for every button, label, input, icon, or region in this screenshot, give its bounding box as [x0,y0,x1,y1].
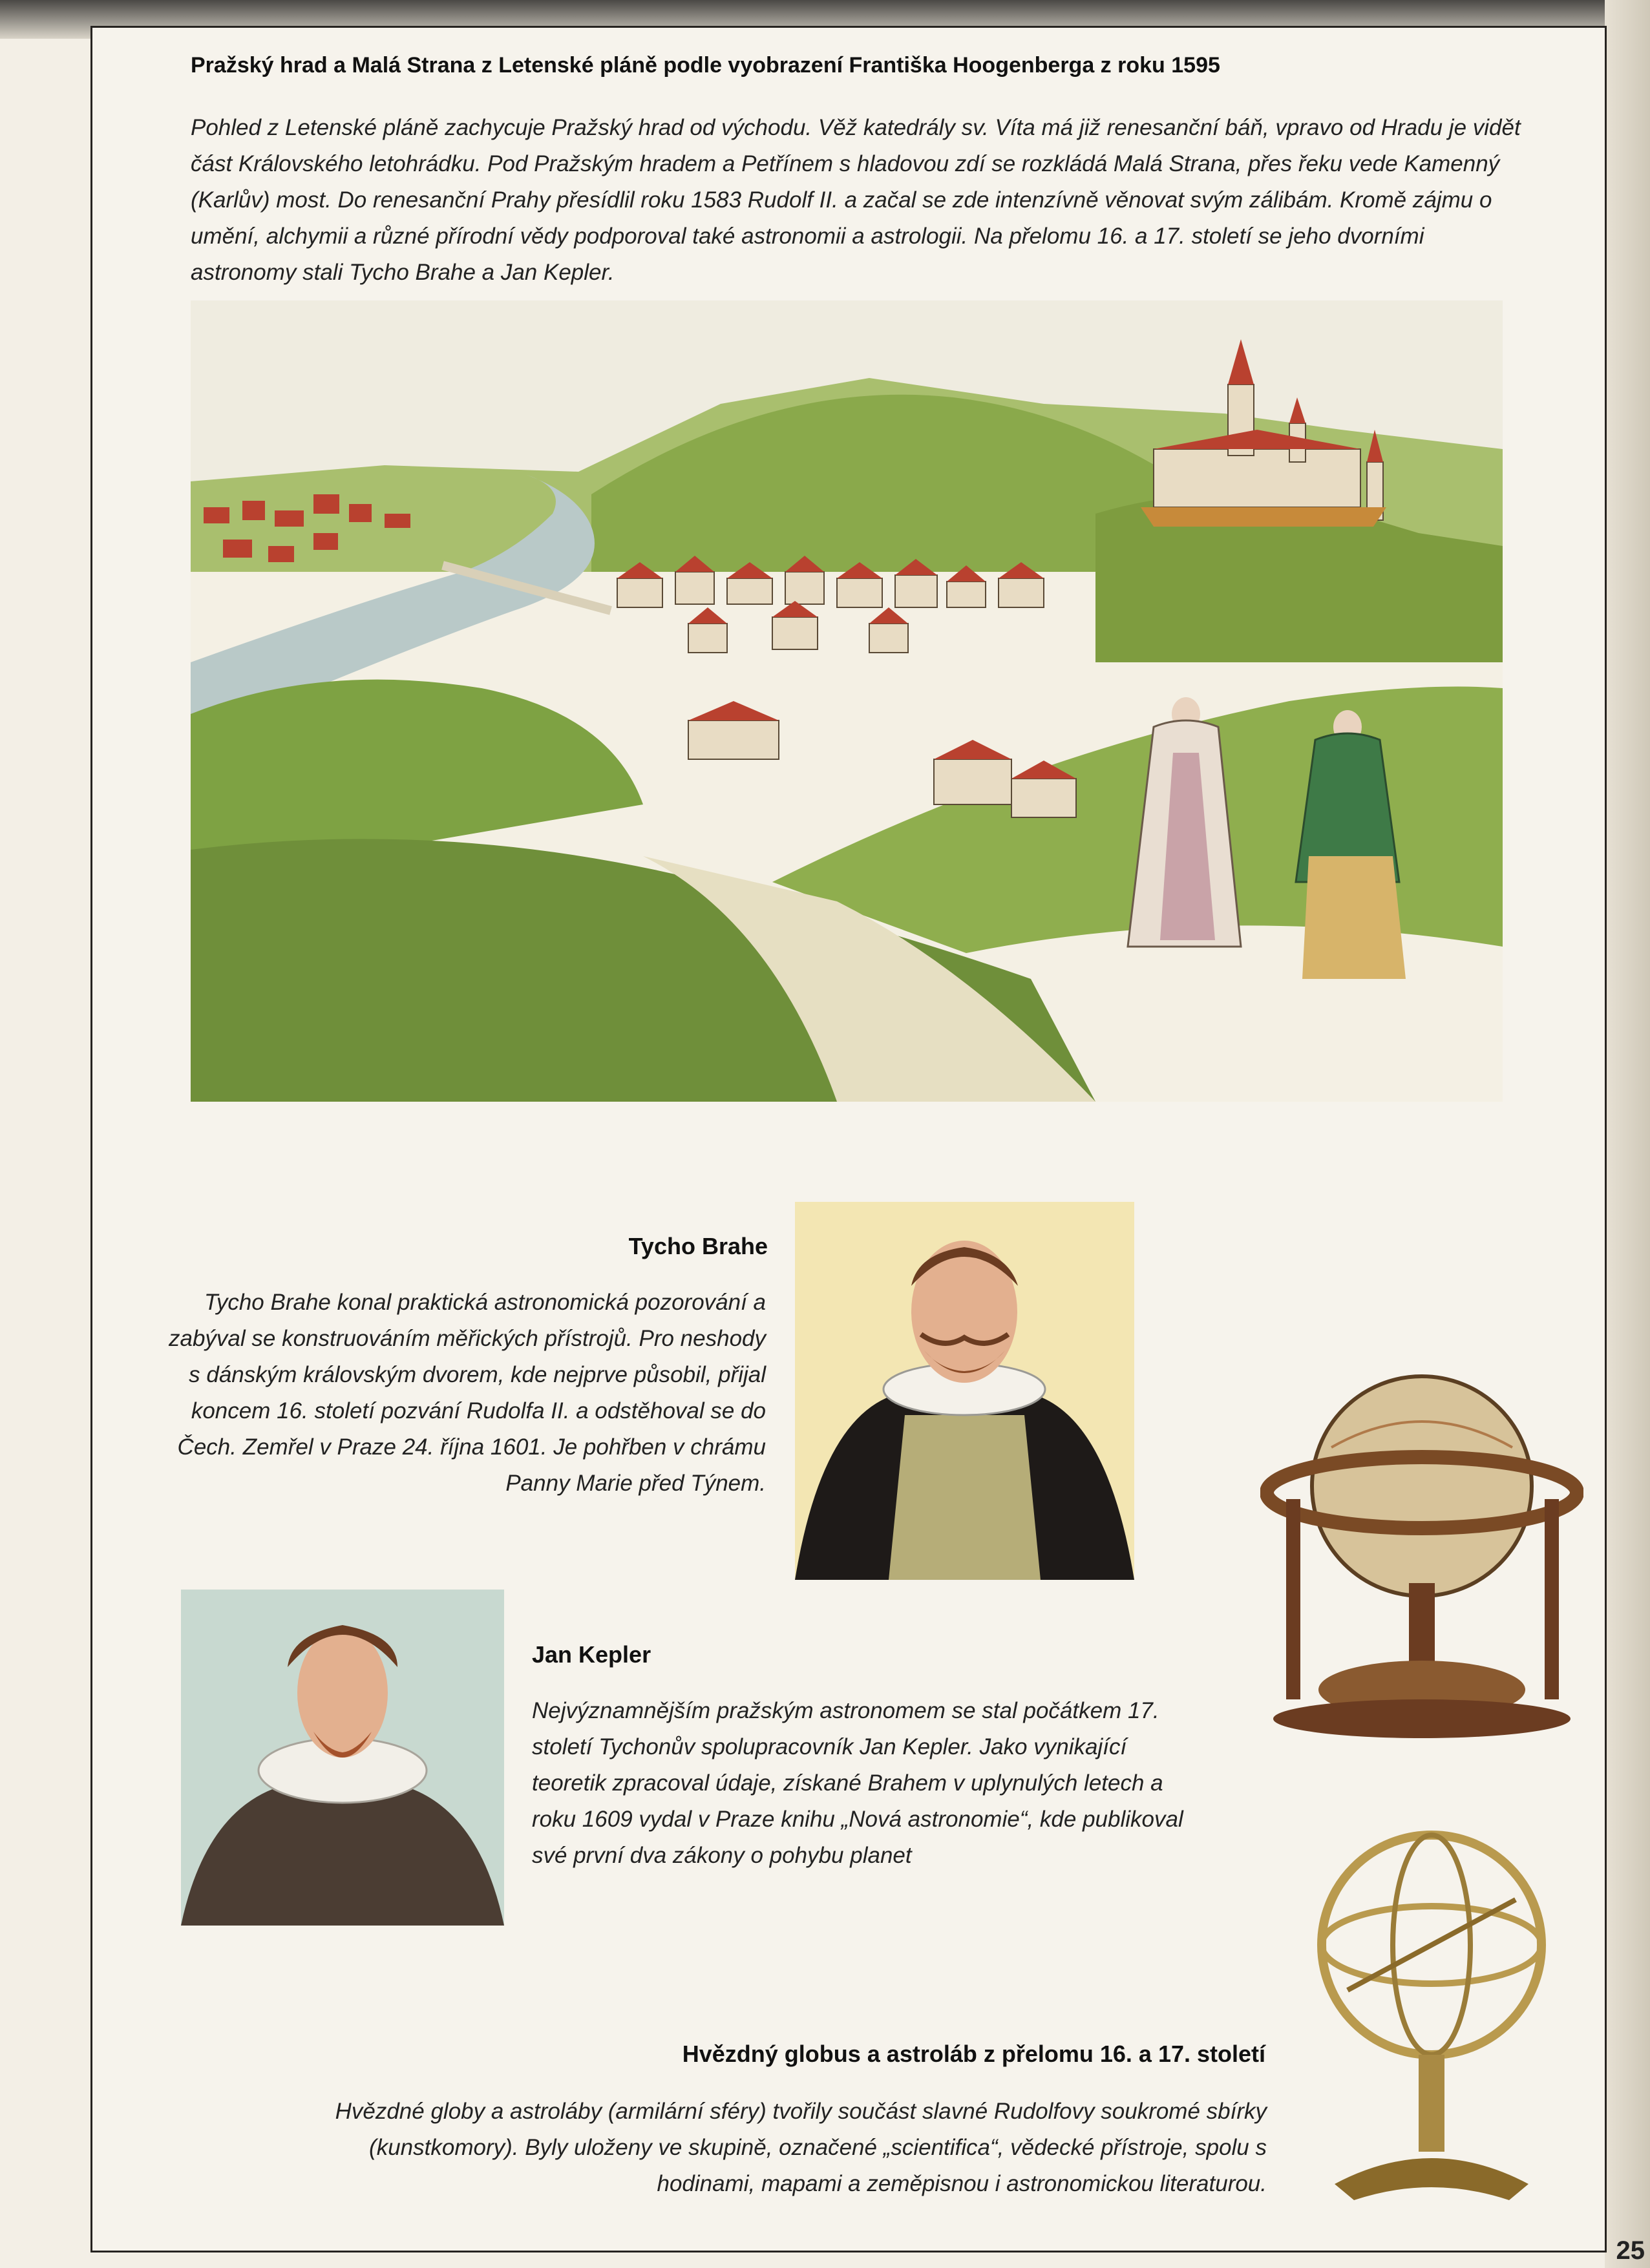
page-title: Pražský hrad a Malá Strana z Letenské pláně podle vyobrazení Františka Hoogenberga z roku 1595 [191,53,1220,78]
tycho-brahe-portrait [795,1202,1134,1580]
instruments-heading: Hvězdný globus a astroláb z přelomu 16. a 17. století [682,2041,1265,2067]
armillary-sphere-illustration [1296,1796,1567,2210]
instruments-text: Hvězdné globy a astroláby (armilární sféry) tvořily součást slavné Rudolfovy soukromé sbírky (kunstkomory). Byly uloženy ve skupině, označené „scientifica“, vědecké přístroje, spolu s hodinami, mapami a zeměpisnou i astronomickou literaturou. [335,2099,1267,2196]
tycho-heading: Tycho Brahe [628,1233,768,1259]
jan-kepler-portrait [181,1590,504,1926]
prague-castle-illustration [191,300,1503,1102]
page-number: 25 [1616,2236,1645,2265]
celestial-globe-illustration [1260,1338,1583,1741]
page-gutter [1605,0,1650,2268]
tycho-text: Tycho Brahe konal praktická astronomická pozorování a zabýval se konstruováním měřických přístrojů. Pro neshody s dánským královským dvorem, kde nejprve působil, přijal koncem 16. století pozvání Rudolfa II. a odstěhoval se do Čech. Zemřel v Praze 24. října 1601. Je pohřben v chrámu Panny Marie před Týnem. [169,1290,766,1496]
kepler-text: Nejvýznamnějším pražským astronomem se stal počátkem 17. století Tychonův spolupracovník Jan Kepler. Jako vynikající teoretik zpracoval údaje, získané Brahem v uplynulých letech a roku 1609 vydal v Praze knihu „Nová astronomie“, kde publikoval své první dva zákony o pohybu planet [532,1698,1183,1868]
kepler-heading: Jan Kepler [532,1641,651,1668]
intro-paragraph: Pohled z Letenské pláně zachycuje Pražský hrad od východu. Věž katedrály sv. Víta má již renesanční báň, vpravo od Hradu je vidět část Královského letohrádku. Pod Pražským hradem a Petřínem s hladovou zdí se rozkládá Malá Strana, přes řeku vede Kamenný (Karlův) most. Do renesanční Prahy přesídlil roku 1583 Rudolf II. a začal se zde intenzívně věnovat svým zálibám. Kromě zájmu o umění, alchymii a různé přírodní vědy podporoval také astronomii a astrologii. Na přelomu 16. a 17. století se jeho dvorními astronomy stali Tycho Brahe a Jan Kepler. [191,115,1521,285]
